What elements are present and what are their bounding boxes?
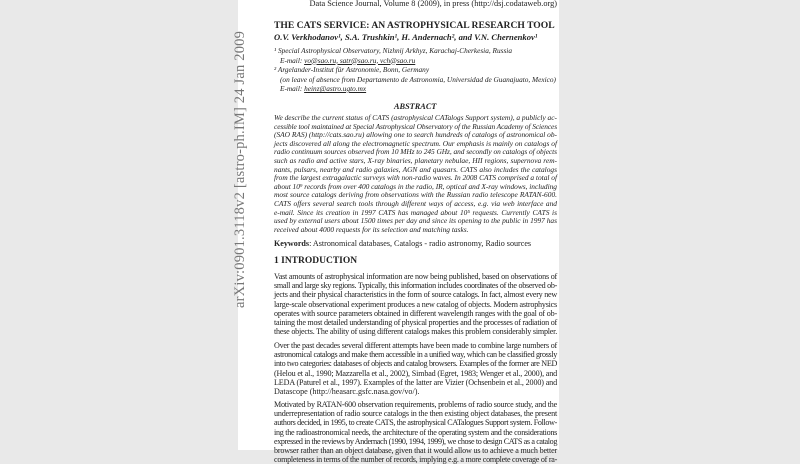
keywords — [274, 239, 531, 248]
text-line: about 10⁹ records from over 400 catalogs in the radio, IR, optical and X-ray windows, including — [274, 181, 557, 191]
text-line: expressed in the reviews by Andernach (1990, 1994, 1999), we chose to design CATS as a catalog — [274, 436, 557, 446]
text-line: from the largest extragalactic surveys with non-radio waves. In 2008 CATS comprised a total of — [274, 173, 557, 183]
text-line: Datascope (http://heasarc.gsfc.nasa.gov/vo/). — [274, 386, 420, 396]
affiliation-2-email — [280, 84, 366, 93]
text-line: taining the most detailed understanding of physical properties and the processes of radiation of — [274, 317, 557, 327]
text-line: operates with source parameters obtained in different wavelength ranges with the goal of ob- — [274, 308, 557, 318]
text-line: (SAO RAS) (http://cats.sao.ru) allowing one to search hundreds of catalogs of astronomical ob- — [274, 130, 557, 140]
text-line: Motivated by RATAN-600 observation requirements, problems of radio source study, and the — [274, 400, 557, 409]
affiliation-1-email — [280, 56, 415, 65]
text-line: radio continuum sources observed from 10 MHz to 245 GHz, and secondly on catalogs of objects — [274, 147, 557, 157]
text-line: jects and their physical characteristics in the form of source catalogs. In fact, almost every new — [274, 290, 558, 300]
text-line: LEDA (Paturel et al., 1997). Examples of the latter are Vizier (Ochsenbein et al., 2000) and — [274, 377, 557, 387]
abstract-heading: ABSTRACT — [394, 102, 437, 111]
paper-title: THE CATS SERVICE: AN ASTROPHYSICAL RESEARCH TOOL — [274, 20, 555, 31]
text-line: authors decided, in 1995, to create CATS, the astrophysical CATalogues Support system. Follow- — [274, 418, 557, 428]
keywords-label: Keywords — [274, 239, 310, 248]
email-label: E-mail: — [280, 84, 303, 93]
text-line: large-scale observational experiment produces a new catalog of objects. Modern astrophysics — [274, 299, 557, 309]
text-line: these objects. The ability of using different catalogs makes this problem considerably simpler. — [274, 327, 557, 337]
abstract — [274, 114, 557, 234]
text-line: cessible tool maintained at Special Astrophysical Observatory of the Russian Academy of Sciences — [274, 121, 557, 131]
text-line: most source catalogs deriving from observations with the Russian radio telescope RATAN-600. — [274, 190, 557, 200]
text-line: Vast amounts of astrophysical information are now being published, based on observations of — [274, 272, 557, 281]
intro-paragraph-3 — [274, 400, 557, 464]
affiliation-2-leave: (on leave of absence from Departamento de Astronomia, Universidad de Guanajuato, Mexico) — [280, 74, 556, 84]
text-line: such as radio and active stars, X-ray binaries, planetary nebulae, HII regions, supernova rem- — [274, 155, 557, 165]
arxiv-stamp: arXiv:0901.3118v2 [astro-ph.IM] 24 Jan 2009 — [232, 30, 248, 308]
email-label: E-mail: — [280, 55, 303, 65]
intro-paragraph-2 — [274, 341, 557, 396]
section-heading-introduction: 1 INTRODUCTION — [274, 256, 358, 266]
affiliation-1: ¹ Special Astrophysical Observatory, Nizhnij Arkhyz, Karachaj-Cherkesia, Russia — [274, 46, 512, 55]
text-line: Over the past decades several different attempts have been made to combine large numbers of — [274, 341, 557, 350]
text-line: (Helou et al., 1990; Mazzarella et al., 2002), Simbad (Egret, 1983; Wenger et al., 2000), and — [274, 368, 558, 378]
journal-header: Data Science Journal, Volume 8 (2009), in press (http://dsj.codataweb.org) — [309, 0, 557, 8]
text-line: ing the radioastronomical needs, the architecture of the operating system and the considerations — [274, 427, 557, 437]
text-line: completeness in terms of the number of records, implying e.g. a more complete coverage of ra- — [274, 455, 557, 464]
email-links[interactable]: vo@sao.ru, satr@sao.ru, vch@sao.ru — [304, 55, 416, 65]
text-line: received about 4000 requests for its selection and matching tasks. — [274, 224, 469, 234]
text-line: We describe the current status of CATS (astrophysical CATalogs Support system), a publicly ac- — [274, 113, 557, 122]
text-line: astronomical catalogs and make them accessible in a unified way, which can be classified grossly — [274, 350, 557, 360]
text-line: small and large sky regions. Typically, this information includes coordinates of the observed ob- — [274, 281, 557, 291]
text-line: jects discovered all along the electromagnetic spectrum. Our emphasis is mainly on catalogs of — [274, 138, 557, 148]
email-link[interactable]: heinz@astro.ugto.mx — [304, 84, 367, 93]
affiliation-2: ² Argelander-Institut für Astronomie, Bonn, Germany — [274, 65, 430, 74]
intro-paragraph-1 — [274, 272, 557, 336]
text-line: CATS offers several search tools through different ways of access, e.g. via web interface and — [274, 198, 557, 208]
text-line: used by external users about 1500 times per day and since its opening to the public in 1997 has — [274, 216, 557, 226]
text-line: e-mail. Since its creation in 1997 CATS has managed about 10⁵ requests. Currently CATS is — [274, 207, 557, 217]
keywords-list: : Astronomical databases, Catalogs - radio astronomy, Radio sources — [309, 239, 532, 248]
text-line: browser rather than an object database, given that it would allow us to achieve a much better — [274, 445, 557, 455]
text-line: into two categories: databases of objects and catalog browsers. Examples of the former are NED — [274, 359, 557, 369]
text-line: nants, pulsars, nearby and radio galaxies, AGN and quasars. CATS also includes the catalogs — [274, 164, 557, 174]
text-line: underrepresentation of radio source catalogs in the then existing object databases, the present — [274, 409, 557, 419]
authors: O.V. Verkhodanov¹, S.A. Trushkin¹, H. Andernach², and V.N. Chernenkov¹ — [274, 32, 538, 42]
